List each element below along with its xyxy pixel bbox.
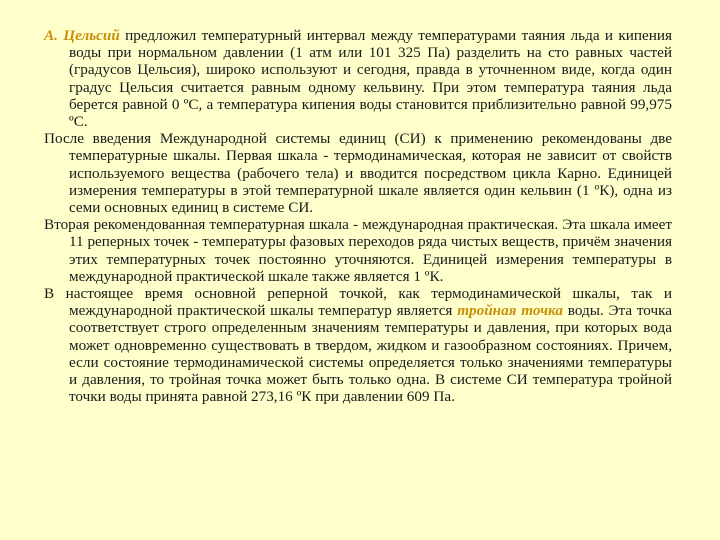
paragraph-international-scale-text: Вторая рекомендованная температурная шкала - международная практическая. Эта шкала имеет 11 реперных точек - температуры фазовых переходов ряда чистых веществ, причём значения этих температурных точек постоянно уточняются. Единицей измерения температуры в международной практической шкале также является 1 ºК. <box>44 216 672 285</box>
paragraph-international-scale <box>44 216 672 285</box>
paragraph-triple-point-before: В настоящее время основной реперной точкой, как термодинамической шкалы, так и международной практической шкалы температур является <box>44 285 672 320</box>
paragraph-si-scales <box>44 130 672 216</box>
paragraph-celsius-text: предложил температурный интервал между температурами таяния льда и кипения воды при нормальном давлении (1 атм или 101 325 Па) разделить на сто равных частей (градусов Цельсия), широко используют и сегодня, правда в уточненном виде, когда один градус Цельсия считается равным одному кельвину. При этом температура таяния льда берется равной 0 ºС, а температура кипения воды становится приблизительно равной 99,975 ºС. <box>69 27 673 131</box>
paragraph-si-scales-text: После введения Международной системы единиц (СИ) к применению рекомендованы две температурные шкалы. Первая шкала - термодинамическая, которая не зависит от свойств используемого вещества (рабочего тела) и вводится посредством цикла Карно. Единицей измерения температуры в этой температурной шкале является один кельвин (1 ºК), одна из семи основных единиц в системе СИ. <box>44 130 672 217</box>
celsius-name: А. Цельсий <box>44 27 120 44</box>
document-body <box>44 27 672 405</box>
paragraph-celsius <box>44 27 672 130</box>
triple-point-term: тройная точка <box>457 302 563 320</box>
paragraph-triple-point-after: воды. Эта точка соответствует строго определенным значениям температуры и давления, при которых вода может одновременно существовать в твердом, жидком и газообразном состояниях. Причем, если состояние термодинамической системы определяется только значениями температуры и давления, то тройная точка может быть только одна. В системе СИ температура тройной точки воды принята равной 273,16 ºК при давлении 609 Па. <box>69 302 673 406</box>
paragraph-triple-point <box>44 285 672 405</box>
